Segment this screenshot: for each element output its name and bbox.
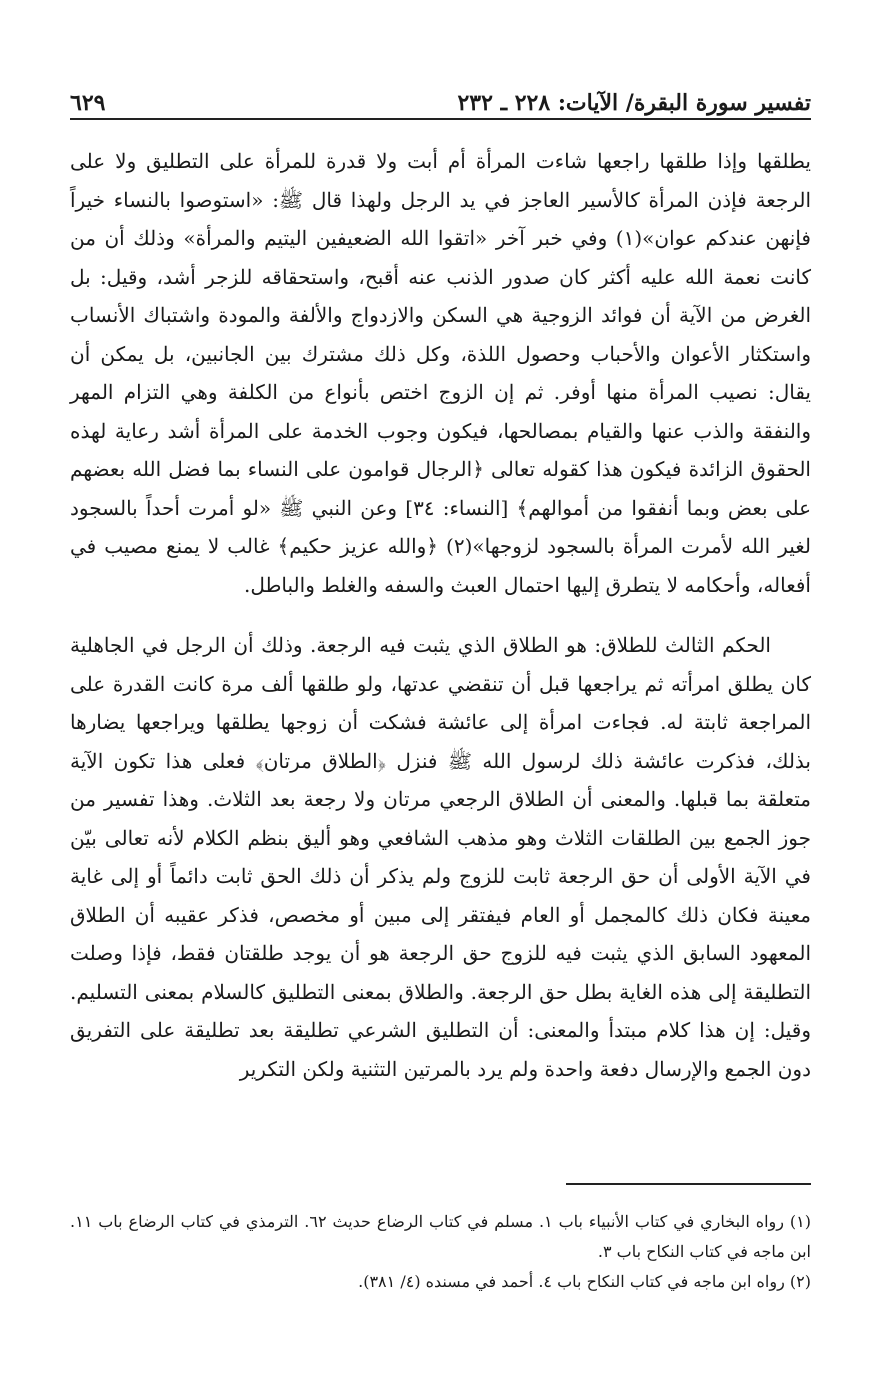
page-number: ٦٢٩ <box>70 90 106 116</box>
footnote-2: (٢) رواه ابن ماجه في كتاب النكاح باب ٤. أحمد في مسنده (٤/ ٣٨١). <box>358 1272 811 1291</box>
page-header <box>70 82 811 120</box>
paragraph-1: يطلقها وإذا طلقها راجعها شاءت المرأة أم أبت ولا قدرة للمرأة على التطليق ولا على الرجعة فإذن المرأة كالأسير العاجز في يد الرجل ولهذا قال ﷺ: «استوصوا بالنساء خيراً فإنهن عندكم عوان»(١) وفي خبر آخر «اتقوا الله الضعيفين اليتيم والمرأة» وذلك أن من كانت نعمة الله عليه أكثر كان صدور الذنب عنه أقبح، واستحقاقه للزجر أشد، وقيل: بل الغرض من الآية أن فوائد الزوجية هي السكن والازدواج والألفة والمودة واشتباك الأنساب واستكثار الأعوان والأحباب وحصول اللذة، وكل ذلك مشترك بين الجانبين، بل يمكن أن يقال: نصيب المرأة منها أوفر. ثم إن الزوج اختص بأنواع من الكلفة وهي التزام المهر والنفقة والذب عنها والقيام بمصالحها، فيكون وجوب الخدمة على المرأة أشد رعاية لهذه الحقوق الزائدة فيكون هذا كقوله تعالى ﴿الرجال قوامون على النساء بما فضل الله بعضهم على بعض وبما أنفقوا من أموالهم﴾ [النساء: ٣٤] وعن النبي ﷺ «لو أمرت أحداً بالسجود لغير الله لأمرت المرأة بالسجود لزوجها»(٢) ﴿والله عزيز حكيم﴾ غالب لا يمنع مصيب في أفعاله، وأحكامه لا يتطرق إليها احتمال العبث والسفه والغلط والباطل. <box>70 149 811 597</box>
footnote-1: (١) رواه البخاري في كتاب الأنبياء باب ١. مسلم في كتاب الرضاع حديث ٦٢. الترمذي في كتاب الرضاع باب ١١. ابن ماجه في كتاب النكاح باب ٣. <box>70 1212 812 1261</box>
paragraph-2: الحكم الثالث للطلاق: هو الطلاق الذي يثبت فيه الرجعة. وذلك أن الرجل في الجاهلية كان يطلق امرأته ثم يراجعها قبل أن تنقضي عدتها، ولو طلقها ألف مرة كانت القدرة على المراجعة ثابتة له. فجاءت امرأة إلى عائشة فشكت أن زوجها يطلقها ويراجعها يضارها بذلك، فذكرت عائشة ذلك لرسول الله ﷺ فنزل ﴿الطلاق مرتان﴾ فعلى هذا تكون الآية متعلقة بما قبلها. والمعنى أن الطلاق الرجعي مرتان ولا رجعة بعد الثلاث. وهذا تفسير من جوز الجمع بين الطلقات الثلاث وهو مذهب الشافعي وهو أليق بنظم الكلام لأنه تعالى بيّن في الآية الأولى أن حق الرجعة ثابت للزوج ولم يذكر أن ذلك الحق ثابت دائماً أو إلى غاية معينة فكان ذلك كالمجمل أو العام فيفتقر إلى مبين أو مخصص، فذكر عقيبه أن الطلاق المعهود السابق الذي يثبت فيه للزوج حق الرجعة هو أن يوجد طلقتان فقط، فإذا وصلت التطليقة إلى هذه الغاية بطل حق الرجعة. والطلاق بمعنى التطليق كالسلام بمعنى التسليم. وقيل: إن هذا كلام مبتدأ والمعنى: أن التطليق الشرعي تطليقة بعد تطليقة على التفريق دون الجمع والإرسال دفعة واحدة ولم يرد بالمرتين التثنية ولكن التكرير <box>70 633 811 1081</box>
footnote-separator <box>566 1183 811 1185</box>
running-title: تفسير سورة البقرة/ الآيات: ٢٢٨ ـ ٢٣٢ <box>457 90 811 116</box>
footnotes <box>70 1207 811 1297</box>
main-text <box>70 142 811 1088</box>
